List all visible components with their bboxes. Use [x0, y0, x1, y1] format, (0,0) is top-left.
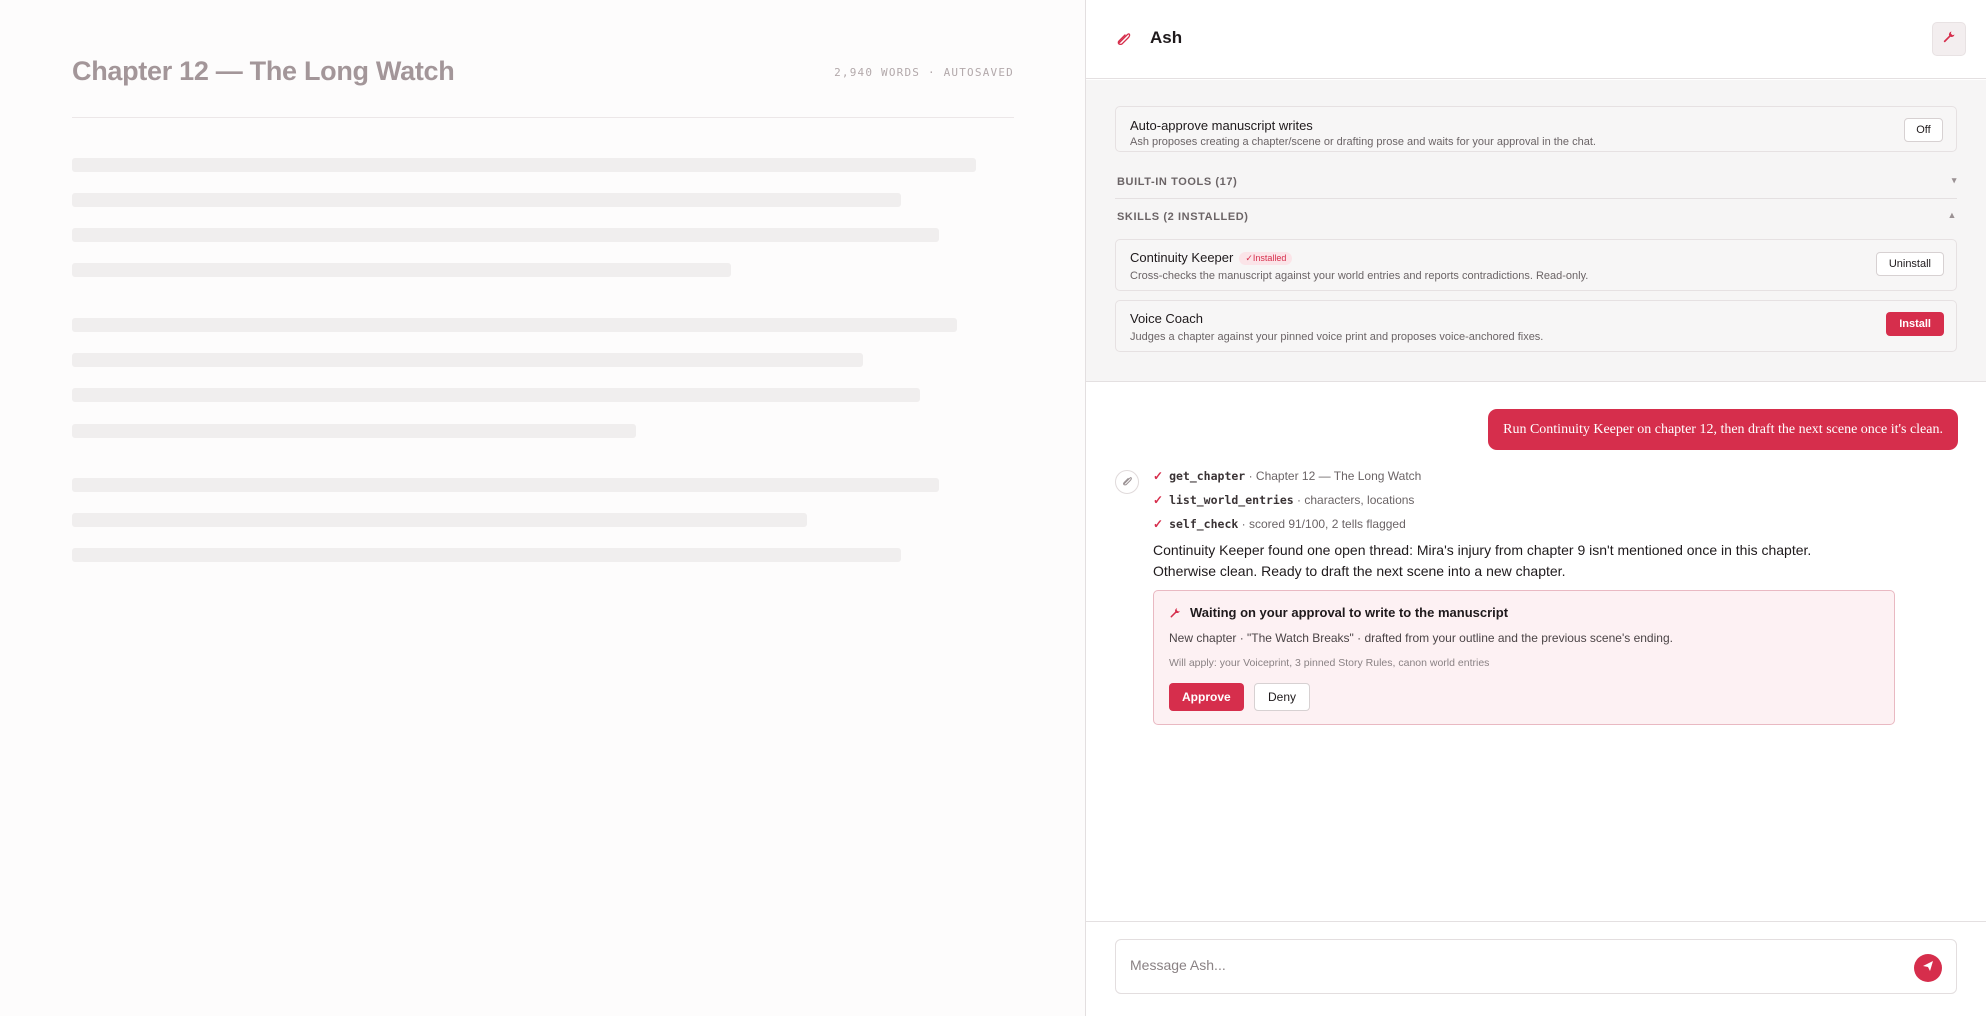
approval-note: Will apply: your Voiceprint, 3 pinned Story Rules, canon world entries [1169, 657, 1490, 669]
assistant-message-line: Continuity Keeper found one open thread: Mira's injury from chapter 9 isn't mentioned once in this chapter. [1153, 542, 1812, 558]
tools-button[interactable] [1932, 22, 1966, 56]
skeleton-line [72, 478, 939, 492]
quill-icon [1116, 30, 1132, 46]
tool-detail: · Chapter 12 — The Long Watch [1248, 469, 1422, 483]
skeleton-line [72, 318, 957, 332]
skill-card-voice-coach [1115, 300, 1957, 352]
skill-card-continuity-keeper [1115, 239, 1957, 291]
tool-name: get_chapter [1169, 469, 1246, 483]
divider [1086, 921, 1986, 922]
skeleton-line [72, 424, 636, 438]
editor-header [72, 56, 1014, 118]
check-icon: ✓ [1153, 517, 1164, 531]
assistant-message-line: Otherwise clean. Ready to draft the next scene into a new chapter. [1153, 563, 1566, 579]
chapter-title: Chapter 12 — The Long Watch [72, 56, 455, 86]
skill-name: Continuity Keeper ✓Installed [1130, 250, 1292, 265]
approval-desc: New chapter · "The Watch Breaks" · drafted from your outline and the previous scene's ending. [1169, 631, 1673, 645]
check-icon: ✓ [1153, 469, 1164, 483]
auto-approve-desc: Ash proposes creating a chapter/scene or drafting prose and waits for your approval in the chat. [1130, 136, 1596, 148]
check-icon: ✓ [1153, 493, 1164, 507]
tool-call-row [1153, 469, 1421, 483]
auto-approve-card [1115, 106, 1957, 152]
deny-button[interactable]: Deny [1254, 683, 1310, 711]
installed-badge: ✓Installed [1239, 252, 1292, 265]
send-icon [1922, 959, 1934, 977]
panel-header [1086, 0, 1986, 79]
skill-desc: Cross-checks the manuscript against your world entries and reports contradictions. Read-only. [1130, 270, 1589, 282]
chevron-down-icon: ▾ [1951, 175, 1957, 185]
chevron-up-icon: ▲ [1947, 210, 1957, 220]
skeleton-line [72, 388, 920, 402]
skill-name: Voice Coach [1130, 311, 1203, 326]
tool-detail: · scored 91/100, 2 tells flagged [1241, 517, 1406, 531]
assistant-avatar [1115, 470, 1139, 494]
skill-desc: Judges a chapter against your pinned voice print and proposes voice-anchored fixes. [1130, 331, 1544, 343]
skeleton-line [72, 193, 901, 207]
skeleton-line [72, 228, 939, 242]
auto-approve-title: Auto-approve manuscript writes [1130, 118, 1313, 133]
word-count-status: 2,940 WORDS · AUTOSAVED [834, 66, 1014, 79]
settings-section [1086, 80, 1986, 382]
skills-section[interactable] [1117, 205, 1957, 233]
tool-name: list_world_entries [1169, 493, 1294, 507]
tool-detail: · characters, locations [1297, 493, 1415, 507]
assistant-name: Ash [1150, 28, 1183, 47]
approval-card [1153, 590, 1895, 725]
skeleton-line [72, 263, 731, 277]
skeleton-line [72, 513, 807, 527]
tool-call-row [1153, 493, 1414, 507]
approve-button[interactable]: Approve [1169, 683, 1244, 711]
uninstall-button[interactable]: Uninstall [1876, 252, 1944, 276]
auto-approve-toggle[interactable]: Off [1904, 118, 1943, 142]
user-message: Run Continuity Keeper on chapter 12, then draft the next scene once it's clean. [1488, 409, 1958, 450]
skeleton-line [72, 158, 976, 172]
approval-title: Waiting on your approval to write to the manuscript [1190, 605, 1509, 620]
builtin-tools-label: BUILT-IN TOOLS (17) [1117, 176, 1238, 188]
tool-call-row [1153, 517, 1406, 531]
skills-label: SKILLS (2 INSTALLED) [1117, 211, 1249, 223]
send-button[interactable] [1914, 954, 1942, 982]
skeleton-line [72, 353, 863, 367]
wrench-icon [1942, 30, 1956, 49]
builtin-tools-section[interactable] [1117, 170, 1957, 198]
message-input[interactable] [1130, 957, 1890, 973]
skeleton-line [72, 548, 901, 562]
assistant-message [1153, 540, 1913, 582]
message-composer [1115, 939, 1957, 994]
wrench-icon [1169, 606, 1181, 624]
tool-name: self_check [1169, 517, 1239, 531]
quill-icon [1122, 473, 1133, 491]
divider [1115, 198, 1957, 199]
assistant-panel [1085, 0, 1986, 1016]
install-button[interactable]: Install [1886, 312, 1944, 336]
